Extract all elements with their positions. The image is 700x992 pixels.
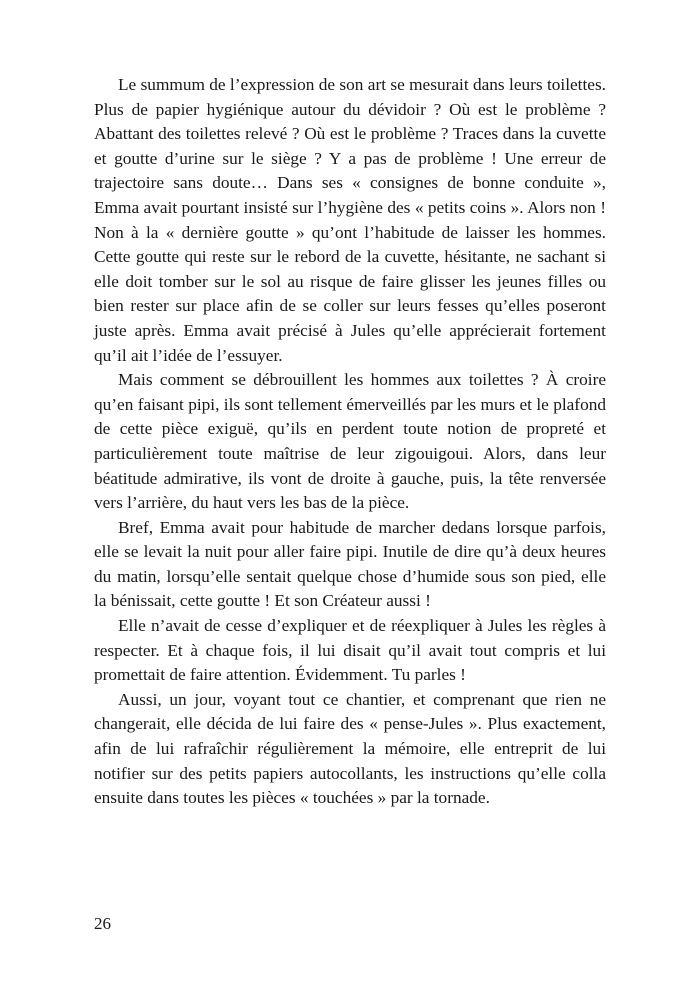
body-text bbox=[94, 73, 606, 811]
paragraph: Elle n’avait de cesse d’expliquer et de réexpliquer à Jules les règles à respecter. Et à chaque fois, il lui disait qu’il avait tout compris et lui promettait de faire attention. Évidemment. Tu parles ! bbox=[94, 616, 606, 685]
paragraph: Mais comment se débrouillent les hommes aux toilettes ? À croire qu’en faisant pipi, ils sont tellement émerveillés par les murs et le plafond de cette pièce exiguë, qu’ils en perdent toute notion de propreté et particulièrement toute maîtrise de leur zigouigoui. Alors, dans leur béatitude admirative, ils vont de droite à gauche, puis, la tête renversée vers l’arrière, du haut vers les bas de la pièce. bbox=[94, 370, 606, 513]
paragraph: Aussi, un jour, voyant tout ce chantier, et comprenant que rien ne changerait, elle décida de lui faire des « pense-Jules ». Plus exactement, afin de lui rafraîchir régulièrement la mémoire, elle entreprit de lui notifier sur des petits papiers autocollants, les instructions qu’elle colla ensuite dans toutes les pièces « touchées » par la tornade. bbox=[94, 689, 606, 808]
paragraph: Bref, Emma avait pour habitude de marcher dedans lorsque parfois, elle se levait la nuit pour aller faire pipi. Inutile de dire qu’à deux heures du matin, lorsqu’elle sentait quelque chose d’humide sous son pied, elle la bénissait, cette goutte ! Et son Créateur aussi ! bbox=[94, 517, 606, 611]
paragraph: Le summum de l’expression de son art se mesurait dans leurs toilettes. Plus de papier hygiénique autour du dévidoir ? Où est le problème ? Abattant des toilettes relevé ? Où est le problème ? Traces dans la cuvette et goutte d’urine sur le siège ? Y a pas de problème ! Une erreur de trajectoire sans doute… Dans ses « consignes de bonne conduite », Emma avait pourtant insisté sur l’hygiène des « petits coins ». Alors non ! Non à la « dernière goutte » qu’ont l’habitude de laisser les hommes. Cette goutte qui reste sur le rebord de la cuvette, hésitante, ne sachant si elle doit tomber sur le sol au risque de faire glisser les jeunes filles ou bien rester sur place afin de se coller sur leurs fesses qu’elles poseront juste après. Emma avait précisé à Jules qu’elle apprécierait fortement qu’il ait l’idée de l’essuyer. bbox=[94, 75, 606, 365]
page-number: 26 bbox=[94, 914, 111, 933]
